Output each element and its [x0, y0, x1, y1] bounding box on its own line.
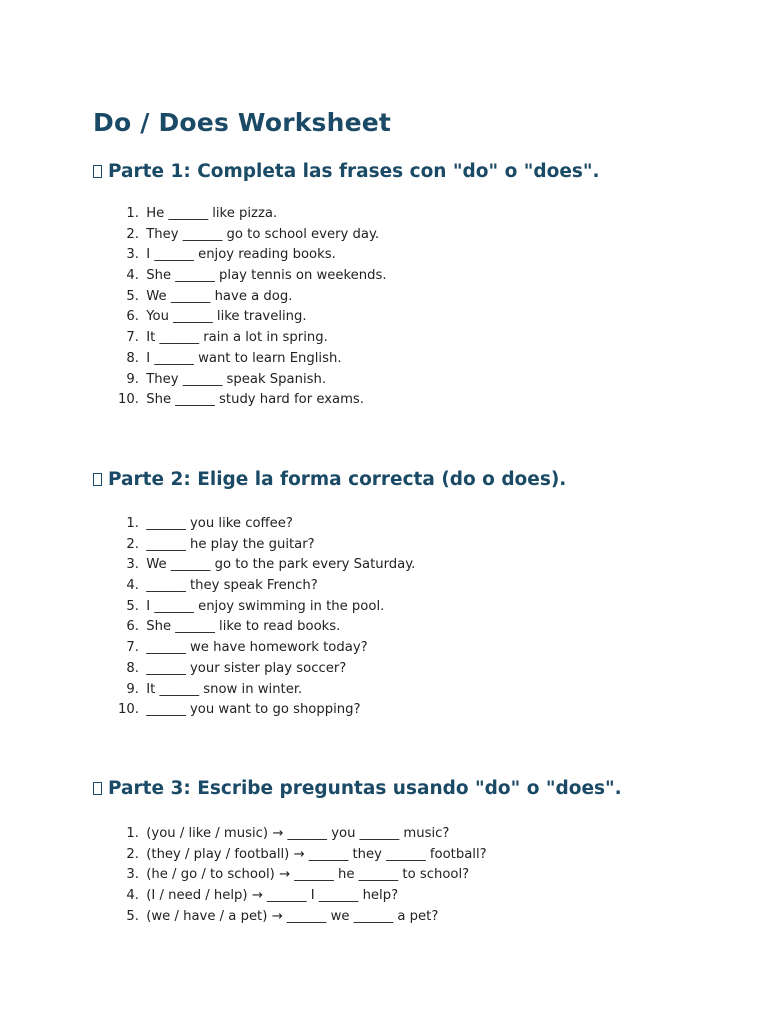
item-number: 4.	[126, 578, 139, 594]
list-item	[112, 680, 415, 701]
item-text: (he / go / to school) → ______ he ______ to school?	[146, 867, 470, 883]
list-item	[112, 245, 387, 266]
item-text: We ______ go to the park every Saturday.	[146, 557, 416, 573]
item-text: (you / like / music) → ______ you ______ music?	[146, 826, 450, 841]
item-text: ______ you like coffee?	[146, 516, 293, 531]
item-number: 6.	[126, 309, 139, 325]
item-number: 5.	[126, 288, 139, 304]
item-text: She ______ like to read books.	[146, 619, 341, 635]
list-item	[112, 225, 387, 246]
item-text: ______ you want to go shopping?	[146, 702, 361, 718]
item-number: 9.	[126, 371, 139, 387]
item-number: 3.	[126, 557, 139, 573]
item-number: 3.	[126, 867, 139, 883]
section-heading-text: Parte 3: Escribe preguntas usando "do" o "does".	[108, 778, 622, 799]
list-item	[112, 514, 415, 535]
list-item	[112, 266, 387, 287]
item-number: 7.	[126, 330, 139, 346]
item-number: 4.	[126, 268, 139, 284]
exercise-list-parte-3	[112, 824, 487, 927]
item-text: (I / need / help) → ______ I ______ help?	[146, 888, 399, 904]
list-item	[112, 287, 387, 308]
list-item	[112, 576, 415, 597]
item-text: ______ we have homework today?	[146, 640, 368, 656]
list-item	[112, 845, 487, 866]
glyph-box-icon	[93, 165, 102, 178]
item-number: 10.	[118, 392, 139, 408]
list-item	[112, 659, 415, 680]
item-text: They ______ speak Spanish.	[146, 371, 327, 387]
list-item	[112, 824, 487, 845]
exercise-list-parte-2	[112, 514, 415, 721]
section-heading-text: Parte 1: Completa las frases con "do" o "does".	[108, 161, 600, 182]
section-heading-text: Parte 2: Elige la forma correcta (do o does).	[108, 469, 567, 490]
item-number: 2.	[126, 536, 139, 552]
item-text: You ______ like traveling.	[146, 309, 307, 325]
item-text: I ______ enjoy reading books.	[146, 247, 336, 263]
item-text: ______ your sister play soccer?	[146, 660, 347, 676]
list-item	[112, 597, 415, 618]
item-text: We ______ have a dog.	[146, 288, 293, 304]
item-text: (we / have / a pet) → ______ we ______ a pet?	[146, 908, 439, 924]
list-item	[112, 535, 415, 556]
section-heading-parte-3	[93, 778, 622, 799]
item-text: I ______ want to learn English.	[146, 350, 342, 366]
item-number: 7.	[126, 640, 139, 656]
item-number: 3.	[126, 247, 139, 263]
list-item	[112, 638, 415, 659]
list-item	[112, 886, 487, 907]
exercise-list-parte-1	[112, 204, 387, 411]
item-text: I ______ enjoy swimming in the pool.	[146, 598, 385, 614]
item-number: 8.	[126, 660, 139, 676]
item-number: 5.	[126, 908, 139, 924]
item-number: 2.	[126, 846, 139, 862]
item-number: 9.	[126, 681, 139, 697]
item-text: It ______ rain a lot in spring.	[146, 330, 328, 346]
item-number: 6.	[126, 619, 139, 635]
glyph-box-icon	[93, 473, 102, 486]
worksheet-title: Do / Does Worksheet	[93, 108, 392, 137]
section-heading-parte-2	[93, 469, 566, 490]
item-number: 2.	[126, 226, 139, 242]
list-item	[112, 390, 387, 411]
item-text: She ______ study hard for exams.	[146, 392, 364, 408]
list-item	[112, 865, 487, 886]
list-item	[112, 555, 415, 576]
list-item	[112, 349, 387, 370]
item-number: 1.	[126, 516, 139, 531]
list-item	[112, 370, 387, 391]
item-text: He ______ like pizza.	[146, 206, 278, 221]
item-text: They ______ go to school every day.	[146, 226, 380, 242]
item-number: 4.	[126, 888, 139, 904]
list-item	[112, 907, 487, 928]
item-text: ______ they speak French?	[146, 578, 318, 594]
section-heading-parte-1	[93, 161, 600, 182]
item-text: ______ he play the guitar?	[146, 536, 315, 552]
item-number: 1.	[126, 206, 139, 221]
list-item	[112, 204, 387, 225]
item-text: (they / play / football) → ______ they ______ football?	[146, 846, 487, 862]
item-number: 10.	[118, 702, 139, 718]
item-number: 5.	[126, 598, 139, 614]
list-item	[112, 700, 415, 721]
item-text: It ______ snow in winter.	[146, 681, 303, 697]
item-text: She ______ play tennis on weekends.	[146, 268, 387, 284]
list-item	[112, 617, 415, 638]
item-number: 8.	[126, 350, 139, 366]
glyph-box-icon	[93, 782, 102, 795]
list-item	[112, 328, 387, 349]
list-item	[112, 307, 387, 328]
item-number: 1.	[126, 826, 139, 841]
